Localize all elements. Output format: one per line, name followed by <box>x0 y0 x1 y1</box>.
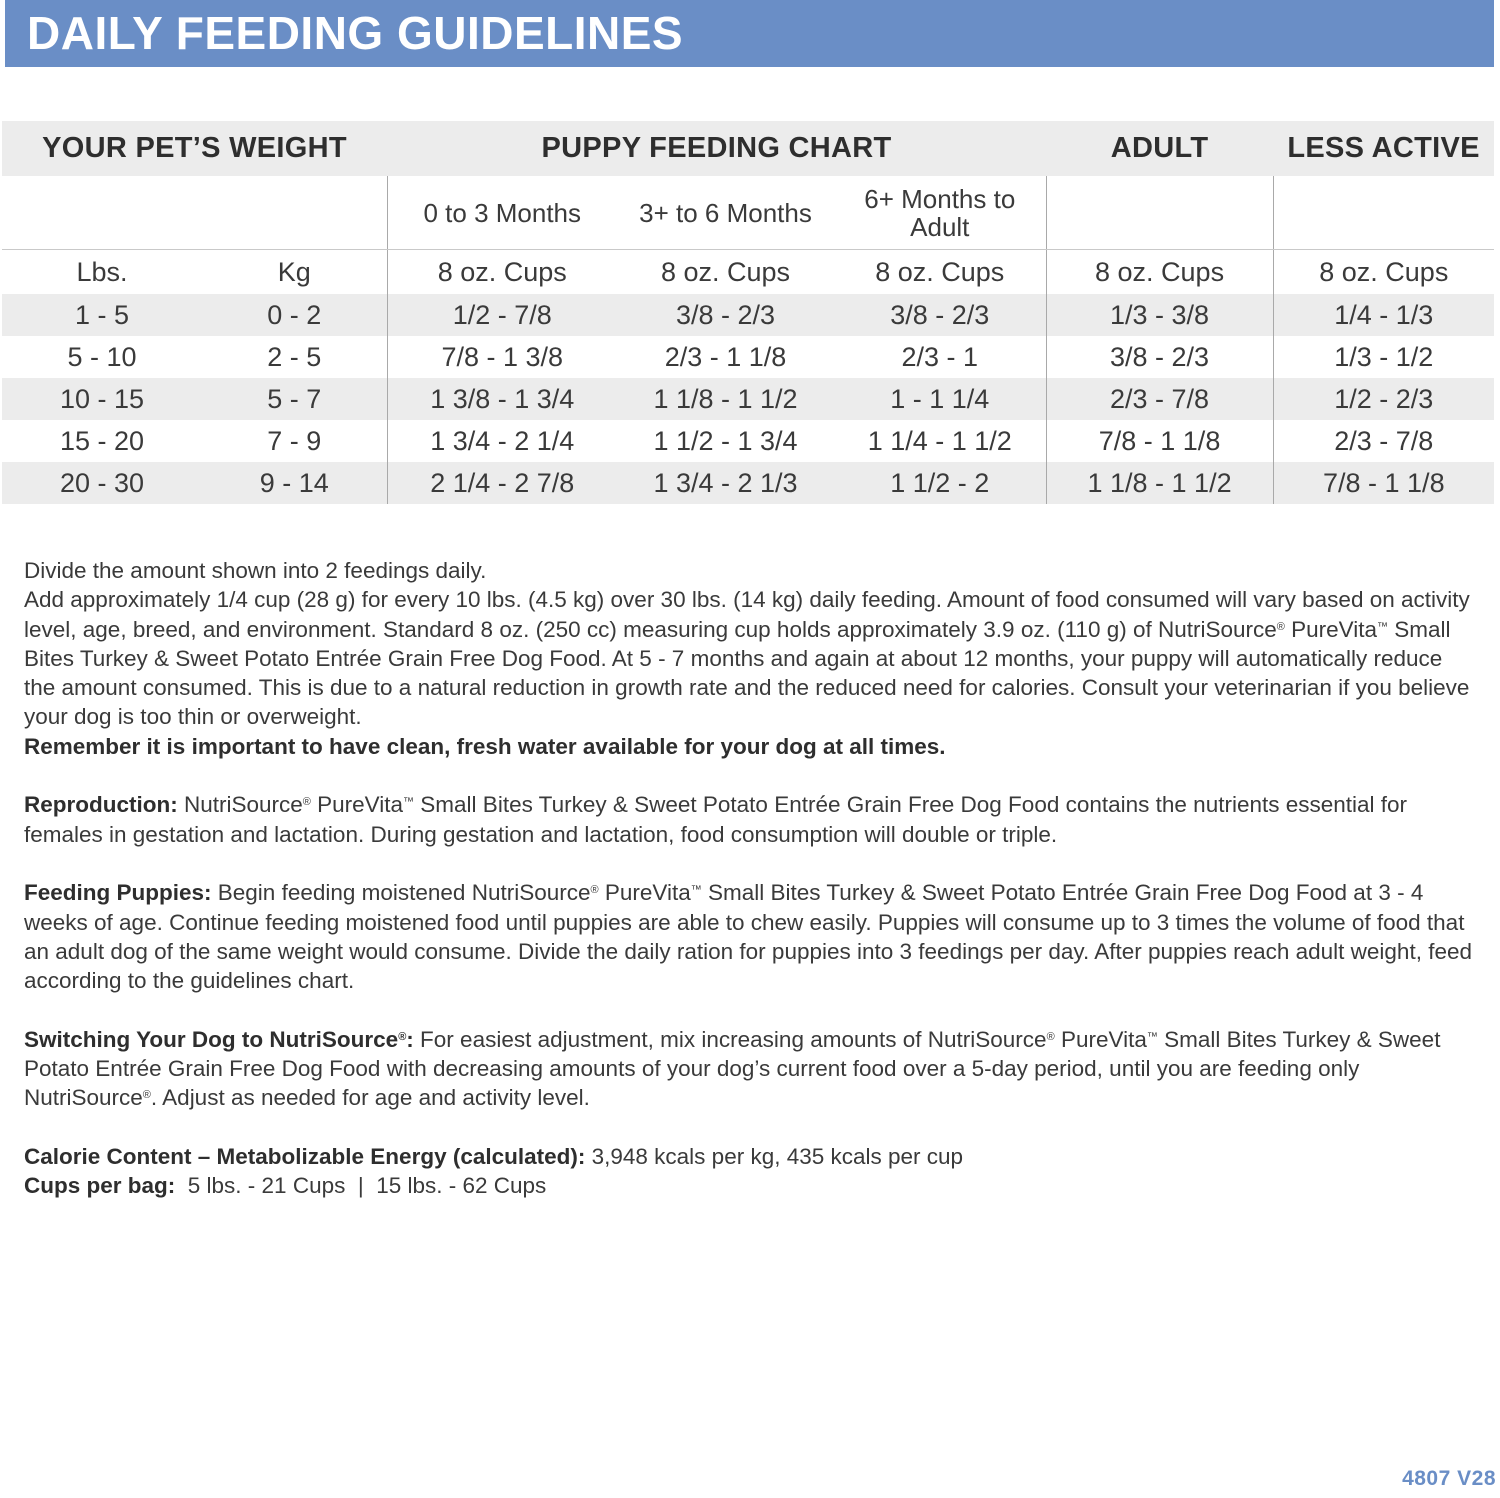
unit-cups: 8 oz. Cups <box>660 256 791 287</box>
table-row <box>2 420 1494 462</box>
table-row <box>2 336 1494 378</box>
cell-lbs: 1 - 5 <box>2 294 202 336</box>
puppy-age-row <box>2 176 1494 250</box>
cell-kg: 7 - 9 <box>267 425 322 456</box>
product-code: 4807 V28 <box>1402 1467 1496 1490</box>
divide-note: Divide the amount shown into 2 feedings daily. <box>24 558 487 583</box>
feeding-puppies-note: Feeding Puppies: Begin feeding moistened NutriSource® PureVita™ Small Bites Turkey & Sweet Potato Entrée Grain Free Dog Food at 3 - 4 weeks of age. Continue feeding moistened food until puppies are able to chew easily. Puppies will consume up to 3 times the volume of food that an adult dog of the same weight would consume. Divide the daily ration for puppies into 3 feedings per day. After puppies reach adult weight, feed according to the guidelines chart. <box>24 880 1472 994</box>
cell-cups: 1 1/2 - 2 <box>834 462 1046 504</box>
cell-cups: 2/3 - 7/8 <box>1046 378 1273 420</box>
cell-cups: 2/3 - 1 <box>901 341 979 372</box>
cell-cups: 2/3 - 1 1/8 <box>664 341 787 372</box>
cell-cups: 7/8 - 1 1/8 <box>1273 462 1494 504</box>
cell-cups: 1 1/8 - 1 1/2 <box>617 378 834 420</box>
header-puppy: PUPPY FEEDING CHART <box>387 121 1046 176</box>
feeding-notes <box>24 556 1474 1201</box>
water-reminder: Remember it is important to have clean, fresh water available for your dog at all times. <box>24 733 946 759</box>
calorie-content: Calorie Content – Metabolizable Energy (calculated): 3,948 kcals per kg, 435 kcals per cup <box>24 1143 964 1169</box>
cell-lbs: 5 - 10 <box>67 341 137 372</box>
cell-cups: 3/8 - 2/3 <box>1046 336 1273 378</box>
table-row <box>2 462 1494 504</box>
age-0-3-months: 0 to 3 Months <box>387 176 617 250</box>
unit-kg: Kg <box>277 256 311 287</box>
cell-cups: 1 3/4 - 2 1/3 <box>617 462 834 504</box>
header-less-active: LESS ACTIVE <box>1273 121 1494 176</box>
cell-cups: 2/3 - 7/8 <box>1273 420 1494 462</box>
cell-lbs: 10 - 15 <box>2 378 202 420</box>
header-adult: ADULT <box>1046 121 1273 176</box>
table-row <box>2 294 1494 336</box>
table-header-row <box>2 121 1494 176</box>
cell-kg: 2 - 5 <box>267 341 322 372</box>
cell-cups: 1 3/4 - 2 1/4 <box>387 420 617 462</box>
age-6-adult: 6+ Months to Adult <box>834 176 1046 250</box>
switching-note: Switching Your Dog to NutriSource®: For easiest adjustment, mix increasing amounts of NutriSource® PureVita™ Small Bites Turkey & Sweet Potato Entrée Grain Free Dog Food with decreasing amounts of your dog’s current food over a 5-day period, until you are feeding only NutriSource®. Adjust as needed for age and activity level. <box>24 1026 1441 1111</box>
cell-kg: 0 - 2 <box>202 294 387 336</box>
cell-cups: 1 3/8 - 1 3/4 <box>387 378 617 420</box>
feeding-chart-table <box>2 121 1494 504</box>
cell-cups: 1 1/8 - 1 1/2 <box>1046 462 1273 504</box>
cell-cups: 7/8 - 1 3/8 <box>387 336 617 378</box>
age-3-6-months: 3+ to 6 Months <box>617 176 834 250</box>
cell-kg: 5 - 7 <box>202 378 387 420</box>
add-note: Add approximately 1/4 cup (28 g) for every 10 lbs. (4.5 kg) over 30 lbs. (14 kg) daily feeding. Amount of food consumed will vary based on activity level, age, breed, and environment. Standard 8 oz. (250 cc) measuring cup holds approximately 3.9 oz. (110 g) of NutriSource® PureVita™ Small Bites Turkey & Sweet Potato Entrée Grain Free Dog Food. At 5 - 7 months and again at about 12 months, your puppy will automatically reduce the amount consumed. This is due to a natural reduction in growth rate and the reduced need for calories. Consult your veterinarian if you believe your dog is too thin or overweight. <box>24 587 1470 730</box>
units-row <box>2 250 1494 295</box>
cell-lbs: 20 - 30 <box>2 462 202 504</box>
cups-per-bag: Cups per bag: 5 lbs. - 21 Cups | 15 lbs. - 62 Cups <box>24 1173 547 1199</box>
cell-cups: 3/8 - 2/3 <box>617 294 834 336</box>
title-banner <box>5 0 1494 67</box>
cell-cups: 7/8 - 1 1/8 <box>1046 420 1273 462</box>
cell-cups: 2 1/4 - 2 7/8 <box>387 462 617 504</box>
cell-cups: 1 1/4 - 1 1/2 <box>867 425 1012 456</box>
unit-lbs: Lbs. <box>76 256 128 287</box>
cell-cups: 1 1/2 - 1 3/4 <box>653 425 798 456</box>
cell-lbs: 15 - 20 <box>59 425 145 456</box>
unit-cups: 8 oz. Cups <box>1273 250 1494 295</box>
reproduction-note: Reproduction: NutriSource® PureVita™ Small Bites Turkey & Sweet Potato Entrée Grain Free Dog Food contains the nutrients essential for females in gestation and lactation. During gestation and lactation, food consumption will double or triple. <box>24 792 1408 847</box>
header-weight: YOUR PET’S WEIGHT <box>2 121 387 176</box>
unit-cups: 8 oz. Cups <box>875 256 1005 287</box>
cell-cups: 1/3 - 3/8 <box>1046 294 1273 336</box>
cell-cups: 1/2 - 7/8 <box>387 294 617 336</box>
cell-cups: 1/3 - 1/2 <box>1273 336 1494 378</box>
unit-cups: 8 oz. Cups <box>387 250 617 295</box>
table-row <box>2 378 1494 420</box>
cell-cups: 1 - 1 1/4 <box>834 378 1046 420</box>
cell-cups: 3/8 - 2/3 <box>834 294 1046 336</box>
cell-cups: 1/2 - 2/3 <box>1273 378 1494 420</box>
page-title: DAILY FEEDING GUIDELINES <box>27 7 684 59</box>
cell-kg: 9 - 14 <box>202 462 387 504</box>
unit-cups: 8 oz. Cups <box>1046 250 1273 295</box>
cell-cups: 1/4 - 1/3 <box>1273 294 1494 336</box>
